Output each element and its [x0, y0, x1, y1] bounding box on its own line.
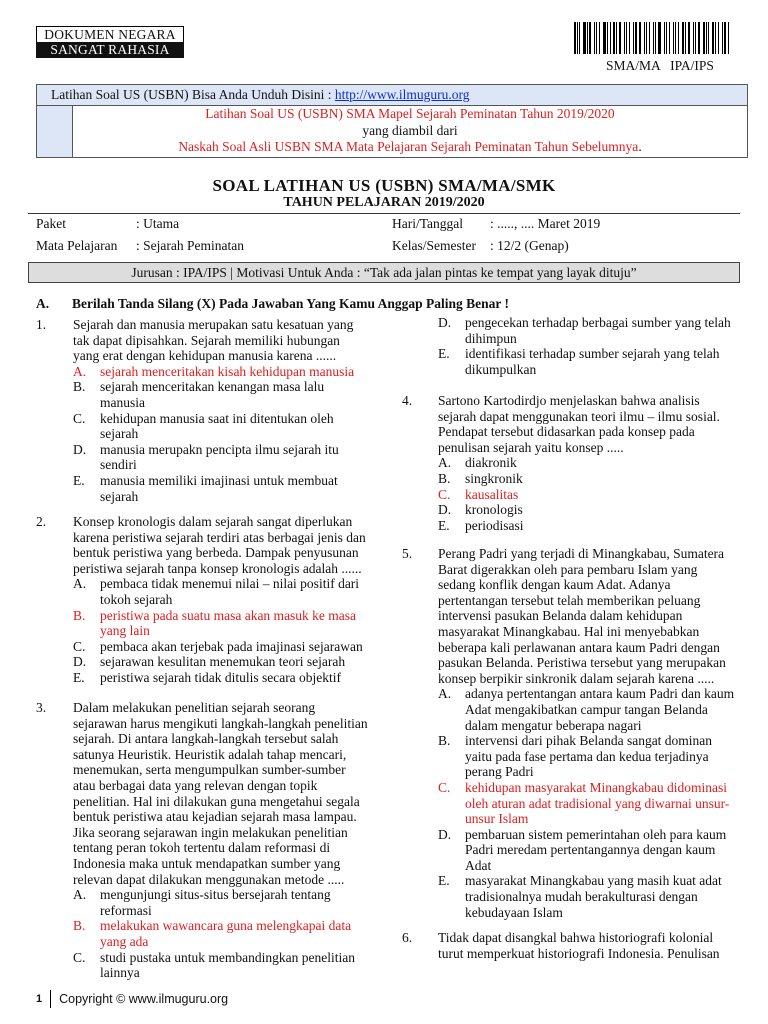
- option-letter: C.: [438, 779, 451, 795]
- option-text-line: tradisionalnya mudah berakulturasi dengan: [465, 889, 698, 905]
- answer-option-d[interactable]: [438, 502, 752, 518]
- download-row: [37, 85, 747, 106]
- info-line-3: Naskah Soal Asli USBN SMA Mata Pelajaran Sejarah Peminatan Tahun Sebelumnya: [178, 139, 639, 154]
- barcode-bar: [695, 22, 696, 54]
- answer-option-d[interactable]: [438, 315, 752, 346]
- question-number: 3.: [36, 700, 47, 715]
- barcode-bar: [718, 22, 720, 54]
- level-label: SMA/MA IPA/IPS: [606, 58, 714, 73]
- option-letter: A.: [73, 887, 87, 903]
- barcode-bar: [616, 22, 617, 54]
- question-stem-line: Tidak dapat disangkal bahwa historiografi kolonial: [438, 930, 714, 945]
- option-letter: C.: [73, 638, 86, 654]
- question-number: 5.: [402, 546, 413, 561]
- question-6: [402, 930, 752, 961]
- option-letter: D.: [438, 826, 452, 842]
- info-line-2: yang diambil dari: [362, 122, 458, 138]
- answer-option-c[interactable]: [73, 639, 396, 655]
- barcode-bar: [712, 22, 714, 54]
- option-text-line: kronologis: [465, 502, 523, 518]
- option-text-line: lainnya: [100, 965, 140, 981]
- page-number: 1: [36, 993, 43, 1005]
- info-side-cell: [37, 106, 73, 157]
- barcode-bar: [688, 22, 690, 54]
- question-stem-line: pertentangan tersebut telah memberikan peluang: [438, 592, 701, 608]
- question-stem-line: bentuk peristiwa yang berbeda. Dampak penyusunan: [73, 545, 359, 561]
- footer-divider: [50, 990, 51, 1008]
- answer-option-a[interactable]: [73, 887, 396, 918]
- barcode-bar: [669, 22, 670, 54]
- option-text-line: yang ada: [100, 933, 149, 949]
- barcode-bar: [613, 22, 615, 54]
- question-stem-line: pasukan Belanda. Peristiwa tersebut yang merupakan: [438, 655, 726, 671]
- barcode-bar: [639, 22, 641, 54]
- question-stem-line: sejarawan harus mengikuti langkah-langkah penelitian: [73, 715, 368, 731]
- barcode-bar: [682, 22, 684, 54]
- barcode-bar: [715, 22, 716, 54]
- barcode-bar: [599, 22, 601, 54]
- paket-value: : Utama: [136, 216, 180, 231]
- answer-option-e[interactable]: [438, 518, 752, 534]
- answer-option-b[interactable]: [73, 918, 396, 949]
- option-letter: B.: [73, 918, 86, 934]
- question-stem-line: masyarakat Minangkabau. Hal ini menyebabkan: [438, 623, 700, 639]
- barcode-bar: [607, 22, 608, 54]
- document-classification-badge: DOKUMEN NEGARA: [36, 26, 184, 44]
- option-text-line: dikumpulkan: [465, 361, 537, 377]
- paket-label: Paket: [36, 216, 66, 231]
- kelas-label: Kelas/Semester: [392, 238, 476, 253]
- option-letter: B.: [438, 733, 451, 749]
- option-text-line: dihimpun: [465, 330, 517, 346]
- info-line-1: Latihan Soal US (USBN) SMA Mapel Sejarah Peminatan Tahun 2019/2020: [205, 106, 615, 121]
- barcode-bar: [658, 22, 660, 54]
- option-letter: D.: [438, 315, 452, 330]
- option-text-line: periodisasi: [465, 517, 524, 533]
- question-stem-line: relevan dapat dilakukan menggunakan metode .....: [73, 871, 345, 887]
- option-text-line: masyarakat Minangkabau yang masih kuat adat: [465, 873, 722, 889]
- option-text-line: oleh aturan adat tradisional yang diwarnai unsur-: [465, 795, 730, 811]
- copyright: Copyright © www.ilmuguru.org: [59, 992, 229, 1006]
- section-instruction: Berilah Tanda Silang (X) Pada Jawaban Yang Kamu Anggap Paling Benar !: [72, 296, 509, 311]
- option-text-line: identifikasi terhadap sumber sejarah yang telah: [465, 346, 720, 362]
- barcode-bar: [728, 22, 729, 54]
- option-text-line: peristiwa sejarah tidak ditulis secara objektif: [100, 669, 342, 685]
- question-5: [402, 546, 752, 920]
- option-letter: A.: [73, 363, 87, 379]
- question-stem-line: bentuk peristiwa atau kejadian sejarah masa lampau.: [73, 809, 357, 825]
- option-text-line: mengunjungi situs-situs bersejarah tentang: [100, 887, 331, 903]
- option-text-line: pembaca akan terjebak pada imajinasi sejarawan: [100, 638, 363, 654]
- answer-option-a[interactable]: [73, 576, 396, 607]
- option-text-line: pengecekan terhadap berbagai sumber yang telah: [465, 315, 731, 330]
- option-letter: D.: [73, 441, 87, 457]
- answer-option-b[interactable]: [73, 379, 396, 410]
- option-letter: C.: [73, 949, 86, 965]
- question-stem-line: Jika seorang sejarawan ingin melakukan penelitian: [73, 824, 348, 840]
- mapel-label: Mata Pelajaran: [36, 238, 118, 253]
- barcode-bar: [646, 22, 647, 54]
- barcode-bar: [724, 22, 726, 54]
- question-2: [36, 514, 396, 686]
- question-3: [36, 700, 396, 981]
- option-text-line: manusia memiliki imajinasi untuk membuat: [100, 472, 338, 488]
- answer-option-c[interactable]: [438, 487, 752, 503]
- option-text-line: unsur Islam: [465, 811, 529, 827]
- barcode-bar: [706, 22, 707, 54]
- option-text-line: reformasi: [100, 902, 152, 918]
- option-letter: D.: [73, 654, 87, 670]
- option-text-line: Padri meredam pertentangannya dengan kaum: [465, 842, 716, 858]
- answer-option-a[interactable]: [438, 686, 752, 733]
- option-letter: C.: [73, 410, 86, 426]
- question-stem-line: Sartono Kartodirdjo menjelaskan bahwa analisis: [438, 393, 700, 408]
- option-text-line: sejarah menceritakan kisah kehidupan manusia: [100, 363, 355, 379]
- barcode-icon: [574, 22, 732, 54]
- barcode-bar: [596, 22, 597, 54]
- option-text-line: sejarah menceritakan kenangan masa lalu: [100, 379, 325, 395]
- info-line-3-end: .: [638, 139, 642, 154]
- barcode-bar: [722, 22, 723, 54]
- answer-option-b[interactable]: [73, 608, 396, 639]
- option-letter: A.: [73, 576, 87, 592]
- hari-label: Hari/Tanggal: [392, 216, 464, 231]
- question-stem-line: sedang konflik dengan kaum Adat. Adanya: [438, 577, 671, 593]
- hari-value: : ....., .... Maret 2019: [490, 216, 601, 231]
- question-stem-line: menemukan, serta mengumpulkan sumber-sumber: [73, 762, 346, 778]
- question-stem-line: yang erat dengan kehidupan manusia karena ......: [73, 348, 337, 364]
- mapel-value: : Sejarah Peminatan: [136, 238, 244, 253]
- answer-option-e[interactable]: [73, 473, 396, 504]
- option-text-line: manusia: [100, 394, 145, 410]
- option-text-line: yang lain: [100, 623, 150, 639]
- jurusan-banner: Jurusan : IPA/IPS | Motivasi Untuk Anda : “Tak ada jalan pintas ke tempat yang layak dituju”: [28, 262, 740, 283]
- question-stem-line: sejarah dapat menggunakan teori ilmu – ilmu sosial.: [438, 408, 720, 424]
- barcode-bar: [619, 22, 621, 54]
- barcode-bar: [655, 22, 656, 54]
- option-text-line: tokoh sejarah: [100, 591, 173, 607]
- question-4: [402, 393, 752, 533]
- option-text-line: pembaca tidak menemui nilai – nilai positif dari: [100, 576, 360, 592]
- option-text-line: perang Padri: [465, 764, 534, 780]
- option-text-line: manusia merupakn pencipta ilmu sejarah itu: [100, 441, 339, 457]
- option-letter: E.: [438, 346, 450, 362]
- question-number: 4.: [402, 393, 413, 408]
- option-letter: E.: [438, 517, 450, 533]
- question-stem-line: Sejarah dan manusia merupakan satu kesatuan yang: [73, 317, 354, 332]
- barcode-bar: [653, 22, 655, 54]
- barcode-bar: [603, 22, 605, 54]
- barcode-bar: [644, 22, 645, 54]
- question-stem-line: satunya Heuristik. Heuristik adalah tahap mencari,: [73, 746, 347, 762]
- divider: [28, 213, 740, 214]
- barcode-bar: [675, 22, 676, 54]
- barcode-bar: [626, 22, 627, 54]
- question-stem-line: sejarah. Di antara langkah-langkah tersebut salah: [73, 731, 339, 747]
- barcode-bar: [664, 22, 666, 54]
- question-stem-line: konsep berpikir sinkronik dalam sejarah karena .....: [438, 670, 715, 686]
- question-stem-line: atau berbagai data yang relevan dengan topik: [73, 777, 318, 793]
- barcode-bar: [693, 22, 694, 54]
- barcode-bar: [685, 22, 686, 54]
- barcode-bar: [579, 22, 580, 54]
- barcode-bar: [589, 22, 591, 54]
- question-stem-line: peristiwa sejarah tanpa konsep kronologis adalah ......: [73, 560, 362, 576]
- page-title: SOAL LATIHAN US (USBN) SMA/MA/SMK: [212, 176, 556, 195]
- option-text-line: studi pustaka untuk membandingkan penelitian: [100, 949, 355, 965]
- barcode-bar: [678, 22, 679, 54]
- option-text-line: intervensi dari pihak Belanda sangat dominan: [465, 733, 713, 749]
- barcode-bar: [635, 22, 637, 54]
- option-text-line: kehidupan manusia saat ini ditentukan oleh: [100, 410, 334, 426]
- question-stem-line: penulisan sejarah yaitu konsep .....: [438, 439, 624, 455]
- option-letter: B.: [73, 607, 86, 623]
- answer-option-c[interactable]: [438, 780, 752, 827]
- barcode-bar: [587, 22, 588, 54]
- answer-option-a[interactable]: [73, 364, 396, 380]
- question-stem-line: tak dapat dipisahkan. Sejarah memiliki hubungan: [73, 332, 340, 348]
- option-text-line: sejarawan kesulitan menemukan teori sejarah: [100, 654, 346, 670]
- option-text-line: kausalitas: [465, 486, 519, 502]
- answer-option-e[interactable]: [438, 873, 752, 920]
- option-text-line: adanya pertentangan antara kaum Padri dan kaum: [465, 686, 735, 702]
- download-link[interactable]: http://www.ilmuguru.org: [334, 87, 470, 102]
- question-stem-line: Konsep kronologis dalam sejarah sangat diperlukan: [73, 514, 353, 529]
- answer-option-c[interactable]: [73, 411, 396, 442]
- barcode-bar: [594, 22, 595, 54]
- option-letter: D.: [438, 502, 452, 518]
- option-text-line: pembaruan sistem pemerintahan oleh para kaum: [465, 826, 727, 842]
- barcode-bar: [633, 22, 634, 54]
- option-letter: B.: [73, 379, 86, 395]
- option-letter: E.: [73, 669, 85, 685]
- question-number: 2.: [36, 514, 47, 529]
- answer-option-d[interactable]: [73, 442, 396, 473]
- answer-option-b[interactable]: [438, 471, 752, 487]
- answer-option-d[interactable]: [73, 654, 396, 670]
- footer: [36, 990, 228, 1008]
- page-subtitle: TAHUN PELAJARAN 2019/2020: [283, 195, 485, 210]
- question-stem-line: Indonesia maka untuk mendapatkan sumber yang: [73, 855, 341, 871]
- answer-option-e[interactable]: [73, 670, 396, 686]
- barcode-bar: [649, 22, 650, 54]
- option-letter: A.: [438, 455, 452, 471]
- question-stem-line: penelitian. Hal ini dilakukan guna mengetahui segala: [73, 793, 360, 809]
- question-number: 6.: [402, 930, 413, 945]
- option-text-line: Adat mengakibatkan campur tangan Belanda: [465, 701, 708, 717]
- barcode-bar: [577, 22, 578, 54]
- answer-option-b[interactable]: [438, 733, 752, 780]
- option-letter: A.: [438, 686, 452, 702]
- option-letter: E.: [73, 472, 85, 488]
- option-text-line: singkronik: [465, 470, 523, 486]
- answer-option-d[interactable]: [438, 827, 752, 874]
- answer-option-c[interactable]: [73, 950, 396, 981]
- barcode-bar: [583, 22, 585, 54]
- question-3-continued: [402, 315, 752, 377]
- barcode-bar: [703, 22, 705, 54]
- option-text-line: Adat: [465, 857, 492, 873]
- barcode-bar: [708, 22, 709, 54]
- question-stem-line: beberapa kali perlawanan antara kaum Padri dengan: [438, 639, 720, 655]
- section-header: [36, 296, 509, 312]
- option-text-line: dalam mengatur beberapa nagari: [465, 717, 642, 733]
- answer-option-a[interactable]: [438, 455, 752, 471]
- option-text-line: diakronik: [465, 455, 517, 471]
- option-text-line: sejarah: [100, 488, 139, 504]
- question-stem-line: Dalam melakukan penelitian sejarah seorang: [73, 700, 316, 715]
- download-text: Latihan Soal US (USBN) Bisa Anda Unduh Disini :: [51, 87, 335, 102]
- option-text-line: kehidupan masyarakat Minangkabau didominasi: [465, 779, 728, 795]
- option-text-line: yaitu pada fase pertama dan kedua terjadinya: [465, 748, 709, 764]
- barcode-bar: [666, 22, 667, 54]
- barcode-bar: [624, 22, 625, 54]
- kelas-value: : 12/2 (Genap): [490, 238, 569, 253]
- question-number: 1.: [36, 317, 47, 332]
- option-text-line: peristiwa pada suatu masa akan masuk ke masa: [100, 607, 357, 623]
- option-text-line: kebudayaan Islam: [465, 904, 563, 920]
- barcode-bar: [574, 22, 576, 54]
- option-letter: E.: [438, 873, 450, 889]
- question-stem-line: intervensi pasukan Belanda dalam kehidupan: [438, 608, 683, 624]
- option-letter: C.: [438, 486, 451, 502]
- option-text-line: melakukan wawancara guna melengkapai data: [100, 918, 352, 934]
- question-stem-line: Pendapat tersebut didasarkan pada konsep pada: [438, 424, 695, 440]
- question-1: [36, 317, 396, 504]
- barcode-bar: [610, 22, 611, 54]
- question-stem-line: tentang peran tokoh tertentu dalam reformasi di: [73, 840, 331, 856]
- option-letter: B.: [438, 470, 451, 486]
- question-stem-line: turut memperkuat historiografi Indonesia. Penulisan: [438, 945, 720, 961]
- barcode-bar: [629, 22, 631, 54]
- info-body: [73, 106, 747, 156]
- section-label: A.: [36, 296, 50, 311]
- option-text-line: sejarah: [100, 426, 139, 442]
- answer-option-e[interactable]: [438, 346, 752, 377]
- barcode-bar: [698, 22, 700, 54]
- question-stem-line: Perang Padri yang terjadi di Minangkabau, Sumatera: [438, 546, 725, 561]
- info-box: [36, 84, 748, 158]
- question-stem-line: Barat digerakkan oleh para pembaru Islam yang: [438, 561, 698, 577]
- secrecy-badge: SANGAT RAHASIA: [36, 42, 184, 58]
- question-stem-line: karena peristiwa sejarah terdiri atas berbagai jenis dan: [73, 529, 366, 545]
- option-text-line: sendiri: [100, 457, 137, 473]
- barcode-bar: [673, 22, 675, 54]
